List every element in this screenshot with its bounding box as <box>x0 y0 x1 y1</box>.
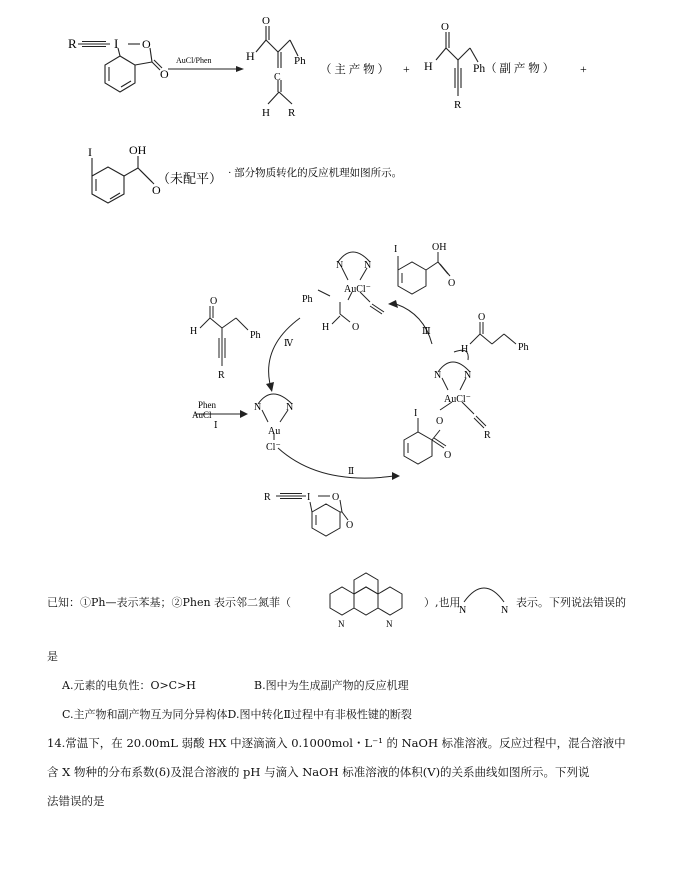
left-ph-label: Ph <box>250 330 261 341</box>
left-cl-label: Cl⁻ <box>266 442 281 453</box>
bottom-i-label: I <box>307 492 311 503</box>
main-h-label: H <box>246 49 255 63</box>
side-r-label: R <box>454 99 462 111</box>
mechanism-intro: · 部分物质转化的反应机理如图所示。 <box>228 168 403 179</box>
not-balanced-label: （未配平） <box>157 171 223 186</box>
plus-1: + <box>403 62 410 76</box>
question-14-line-3: 法错误的是 <box>47 794 105 808</box>
right-r-label: R <box>484 430 491 441</box>
phen-n-left: N <box>338 619 345 629</box>
ketone-h-label: H <box>461 344 469 355</box>
ester-i-label: I <box>414 408 418 419</box>
main-ph-label: Ph <box>294 55 306 67</box>
bottom-o-label: O <box>332 492 340 503</box>
acid-i-top: I <box>394 244 398 255</box>
catalytic-cycle-diagram <box>0 230 689 570</box>
top-n-left: N <box>336 260 344 271</box>
bottom-carbonyl-o-label: O <box>346 520 354 531</box>
arc-n-right: N <box>501 605 509 614</box>
left-au-label: Au <box>268 426 281 437</box>
top-h-label: H <box>322 322 330 333</box>
iodine-label: I <box>114 36 119 51</box>
side-o-label: O <box>441 21 449 33</box>
ester-o-label: O <box>444 450 452 461</box>
main-o-label: O <box>262 15 270 27</box>
bottom-r-label: R <box>264 492 271 503</box>
question-14-line-2: 含 X 物种的分布系数(δ)及混合溶液的 pH 与滴入 NaOH 标准溶液的体积(V)的关系曲线如图所示。下列说 <box>47 765 590 779</box>
step-1-label: Ⅰ <box>214 420 218 430</box>
left-h-label: H <box>190 326 198 337</box>
phen-label: Phen <box>198 400 216 410</box>
acid-o-label: O <box>152 183 161 197</box>
right-n-left: N <box>434 370 442 381</box>
acid-oh-label: OH <box>129 143 147 157</box>
known-prefix: 已知：①Ph—表示苯基；②Phen 表示邻二氮菲（ <box>47 596 292 609</box>
reagent-r-label: R <box>68 36 77 51</box>
reaction-scheme <box>0 0 689 215</box>
ketone-ph-label: Ph <box>518 342 529 353</box>
question-14-line-1: 14.常温下，在 20.00mL 弱酸 HX 中逐滴滴入 0.1000mol・L⁻¹ 的 NaOH 标准溶液。反应过程中，混合溶液中 <box>47 736 626 750</box>
top-aucl-label: AuCl⁻ <box>344 284 371 295</box>
phenanthroline-structure <box>320 568 420 630</box>
top-ph-label: Ph <box>302 294 313 305</box>
option-a: A.元素的电负性：O>C>H <box>62 679 196 692</box>
right-o-label: O <box>436 416 444 427</box>
side-h-label: H <box>424 59 433 73</box>
side-product-label: Ph（ 副 产 物 ） <box>473 63 555 75</box>
arc-n-left: N <box>459 605 467 614</box>
option-b: B.图中为生成副产物的反应机理 <box>254 679 409 692</box>
top-n-right: N <box>364 260 372 271</box>
acid-i-label: I <box>88 145 92 159</box>
phen-n-right: N <box>386 619 393 629</box>
aucl-reagent-label: AuCl <box>192 410 212 420</box>
top-o-label: O <box>352 322 360 333</box>
carbonyl-o-label: O <box>160 67 169 81</box>
known-suffix: 表示。下列说法错误的 <box>516 596 626 609</box>
known-mid: ）,也用 <box>424 596 461 609</box>
step-4-label: Ⅳ <box>284 338 293 348</box>
phen-arc-symbol <box>456 580 512 614</box>
allene-c-label: C <box>274 72 281 83</box>
step-3-label: Ⅲ <box>422 326 431 336</box>
is-text: 是 <box>47 650 58 663</box>
left-n-left: N <box>254 402 262 413</box>
main-product-label: （ 主 产 物 ） <box>320 64 389 76</box>
left-o-label: O <box>210 296 218 307</box>
left-n-right: N <box>286 402 294 413</box>
catalyst-label: AuCl/Phen <box>176 56 212 65</box>
left-r-label: R <box>218 370 225 381</box>
acid-oh-top: OH <box>432 242 447 253</box>
plus-2: + <box>580 62 587 76</box>
acid-o-top: O <box>448 278 456 289</box>
oxygen-label: O <box>142 37 151 51</box>
option-c-d: C.主产物和副产物互为同分异构体D.图中转化Ⅱ过程中有非极性键的断裂 <box>62 708 412 721</box>
ketone-o-label: O <box>478 312 486 323</box>
right-aucl-label: AuCl⁻ <box>444 394 471 405</box>
right-n-right: N <box>464 370 472 381</box>
allene-h-label: H <box>262 107 270 119</box>
allene-r-label: R <box>288 107 296 119</box>
step-2-label: Ⅱ <box>348 466 355 476</box>
